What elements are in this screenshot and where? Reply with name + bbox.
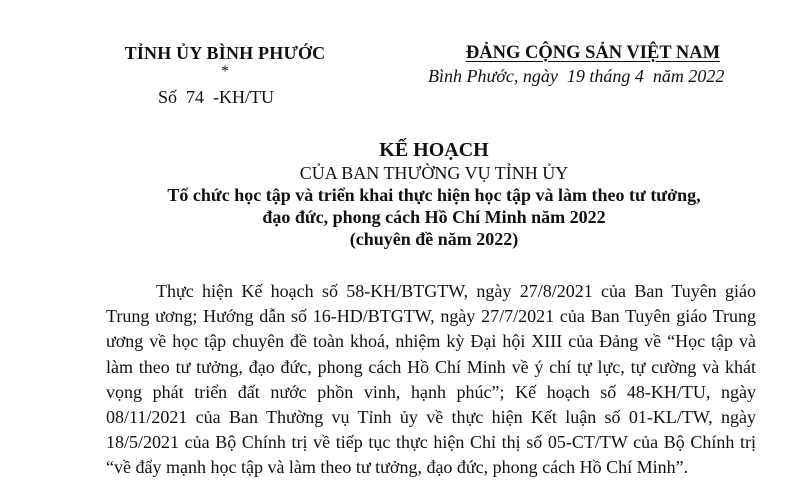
national-header-block: [428, 42, 758, 88]
star-separator: *: [221, 63, 229, 80]
party-name: ĐẢNG CỘNG SẢN VIỆT NAM: [465, 43, 721, 63]
issuing-authority-block: [100, 42, 350, 78]
title-block: [100, 138, 768, 250]
issuing-organization: TỈNH ỦY BÌNH PHƯỚC: [124, 43, 326, 63]
subtitle-line-1: Tổ chức học tập và triển khai thực hiện học tập và làm theo tư tưởng,: [167, 185, 701, 205]
body-paragraph: Thực hiện Kế hoạch số 58-KH/BTGTW, ngày 27/8/2021 của Ban Tuyên giáo Trung ương; Hướng dẫn số 16-HD/BTGTW, ngày 27/7/2021 của Ban Tuyên giáo Trung ương về học tập chuyên đề toàn khoá, nhiệm kỳ Đại hội XIII của Đảng về “Học tập và làm theo tư tưởng, đạo đức, phong cách Hồ Chí Minh về ý chí tự lực, tự cường và khát vọng phát triển đất nước phồn vinh, hạnh phúc”; Kế hoạch số 48-KH/TU, ngày 08/11/2021 của Ban Thường vụ Tỉnh ủy về thực hiện Kết luận số 01-KL/TW, ngày 18/5/2021 của Bộ Chính trị về tiếp tục thực hiện Chỉ thị số 05-CT/TW của Bộ Chính trị “về đẩy mạnh học tập và làm theo tư tưởng, đạo đức, phong cách Hồ Chí Minh”.: [106, 281, 756, 478]
subtitle-line-2: đạo đức, phong cách Hồ Chí Minh năm 2022: [262, 207, 606, 227]
document-type-title: KẾ HOẠCH: [379, 139, 489, 161]
subtitle-line-3: (chuyên đề năm 2022): [349, 229, 519, 249]
issuer-line: CỦA BAN THƯỜNG VỤ TỈNH ỦY: [299, 163, 569, 183]
document-number: Số 74 -KH/TU: [158, 87, 274, 107]
place-and-date: Bình Phước, ngày 19 tháng 4 năm 2022: [428, 66, 725, 86]
